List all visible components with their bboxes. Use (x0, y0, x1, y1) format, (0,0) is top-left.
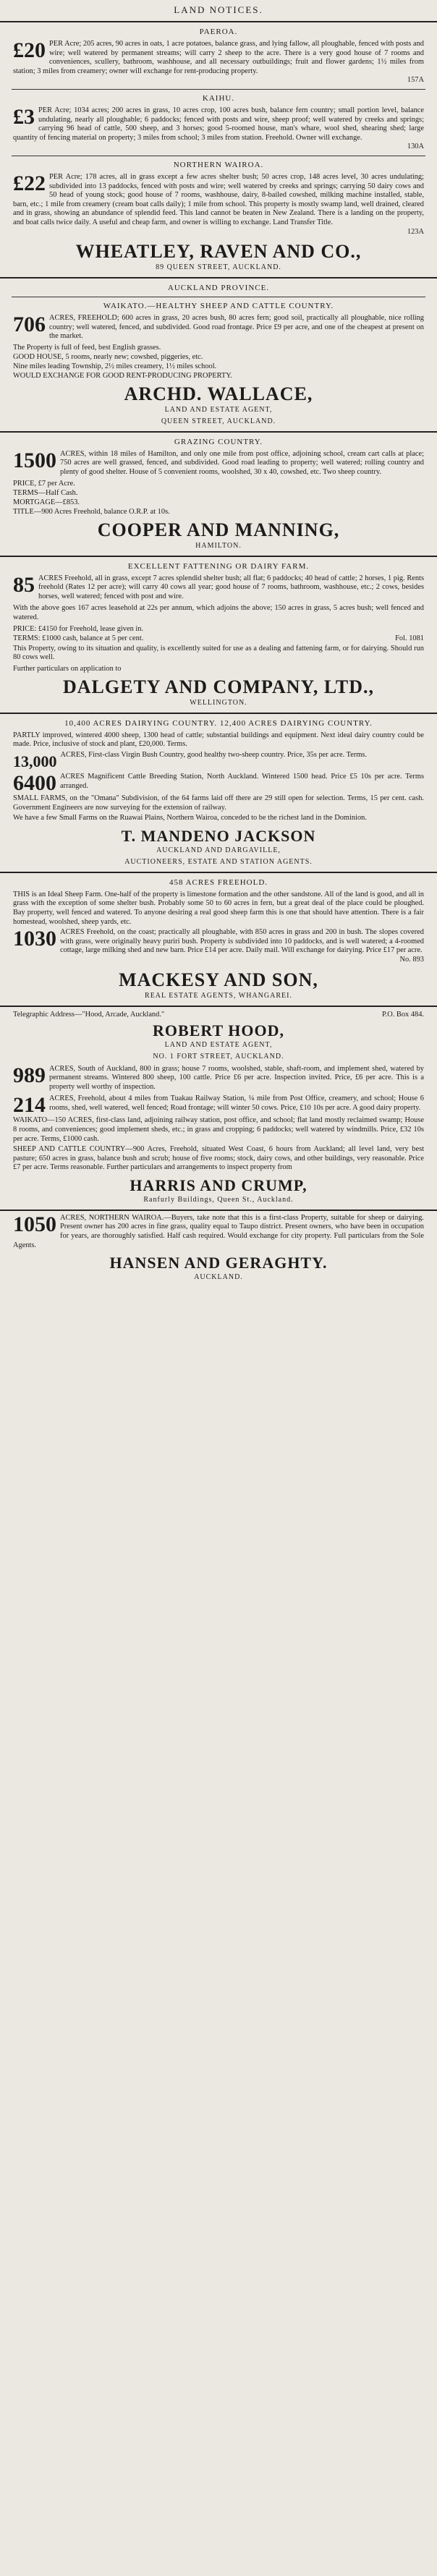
folio-number: Fol. 1081 (395, 634, 424, 642)
agent-role: REAL ESTATE AGENTS, WHANGAREI. (145, 991, 292, 1000)
acreage-figure: 1500 (13, 448, 56, 472)
divider (0, 277, 437, 279)
listing-text: ACRES, First-class Virgin Bush Country, good healthy two-sheep country. Price, 35s per acre. Terms. (60, 751, 368, 759)
acreage-figure: 1030 (13, 927, 56, 951)
section-heading: GRAZING COUNTRY. (174, 437, 263, 446)
agent-name: HARRIS AND CRUMP, (130, 1176, 307, 1194)
divider (0, 872, 437, 873)
agent-address: QUEEN STREET, AUCKLAND. (161, 417, 276, 425)
section-heading: 10,400 ACRES DAIRYING COUNTRY. 12,400 ACRES DAIRYING COUNTRY. (64, 718, 373, 728)
listing-text: This Property, owing to its situation and quality, is excellently suited for use as a dealing and fattening farm, or for dairying. Should run 80 cows well. (13, 644, 424, 662)
agent-address: WELLINGTON. (190, 698, 247, 707)
divider (0, 1006, 437, 1007)
agent-name: WHEATLEY, RAVEN AND CO., (75, 241, 362, 263)
agent-role: AUCTIONEERS, ESTATE AND STATION AGENTS. (124, 857, 313, 866)
place-heading: NORTHERN WAIROA. (173, 160, 264, 169)
listing-northern-wairoa (0, 158, 437, 238)
divider (0, 21, 437, 22)
acreage-figure: 706 (13, 313, 46, 337)
listing-kaihu (0, 92, 437, 153)
section-heading: EXCELLENT FATTENING OR DAIRY FARM. (127, 561, 310, 571)
agent-name: HANSEN AND GERAGHTY. (109, 1254, 328, 1272)
listing-line: PRICE: £4150 for Freehold, lease given in. (13, 624, 144, 633)
divider (0, 431, 437, 433)
place-heading: PAEROA. (199, 27, 238, 36)
agent-name: ARCHD. WALLACE, (124, 383, 313, 404)
agent-role: LAND AND ESTATE AGENT, (164, 405, 273, 414)
listing-text: PER Acre; 1034 acres; 200 acres in grass, 10 acres crop, 100 acres bush, balance fern country; small portion level, balance undulating, nearly all ploughable; 6 paddocks; fenced with posts and wire, sheep proof; well watered by creeks and springs; carrying 96 head of cattle, 500 sheep, and 3 horses; good 5-roomed house, man's whare, wool shed, shearing shed; large quantity of fencing material on property; 3 miles from school; 3 miles from station. Freehold. Owner will exchange. (13, 106, 424, 142)
agent-address: 89 QUEEN STREET, AUCKLAND. (156, 263, 281, 272)
listing-text: SMALL FARMS, on the "Omana" Subdivision, of the 64 farms laid off there are 29 still open for selection. Terms, 15 per cent. cash. Government Engineers are now surveying for the extension of railway. (13, 794, 424, 812)
agent-name: MACKESY AND SON, (119, 969, 318, 990)
agent-address: Ranfurly Buildings, Queen St., Auckland. (143, 1195, 294, 1204)
ref-number: 130A (407, 143, 424, 151)
listing-dairying-country (0, 717, 437, 823)
listing-text: PER Acre; 178 acres, all in grass except a few acres shelter bush; 50 acres crop, 148 acres level, 30 acres undulating; subdivided into 13 paddocks, fenced with posts and wire; well watered by creeks and springs; carrying 50 dairy cows and 50 head of young stock; good house of 7 rooms, washhouse, dairy, 8-bailed cowshed, milking machine installed, stable, barn, etc.; 1 mile from creamery (cream boat calls daily); 1 mile from school. This property is mostly swamp land, well drained, cleared and in grass, showing an abundance of splendid feed. This land cannot be beaten in New Zealand. There is a landing on the property, and boat calls twice daily. A useful and cheap farm, and owner is willing to exchange. Land Transfer Title. (13, 172, 424, 226)
listing-fattening-farm (0, 560, 437, 673)
listing-text: ACRES Freehold, on the coast; practically all ploughable, with 850 acres in grass and 200 in bush. The slopes covered with grass, were originally heavy puriri bush. Property is subdivided into 10 paddocks, and is well watered; a 4-roomed cottage, large milking shed and new barn. Price £14 per acre. Daily mail. Will exchange for dairying. Price £17 per acre. (60, 928, 424, 955)
listing-line: Nine miles leading Township, 2½ miles creamery, 1½ miles school. (13, 362, 217, 370)
price-figure: £3 (13, 104, 35, 129)
listing-line: TITLE—900 Acres Freehold, balance O.R.P. at 10s. (13, 507, 170, 516)
listing-line: TERMS—Half Cash. (13, 488, 78, 497)
listing-line: TERMS: £1000 cash, balance at 5 per cent. (13, 634, 144, 642)
acreage-figure: 6400 (13, 771, 56, 795)
agent-name: ROBERT HOOD, (153, 1021, 284, 1040)
acreage-figure: 85 (13, 572, 35, 597)
listing-text: WAIKATO—150 ACRES, first-class land, adjoining railway station, post office, and school; flat land mostly reclaimed swamp; House 8 rooms, and conveniences; good implement sheds, etc.; in grass and cropping; 6 paddocks; well watered by windmills. Price, £32 10s per acre. Terms, £1000 cash. (13, 1116, 424, 1143)
divider (0, 713, 437, 714)
listing-auckland-province (0, 281, 437, 381)
listing-text: With the above goes 167 acres leasehold at 22s per annum, which adjoins the above; 150 acres in grass, 5 acres bush; well fenced and watered. (13, 604, 424, 622)
ref-number: 123A (407, 227, 424, 236)
section-subheading: WAIKATO.—HEALTHY SHEEP AND CATTLE COUNTRY. (103, 302, 334, 311)
listing-text: We have a few Small Farms on the Ruawai Plains, Northern Wairoa, conceded to be the richest land in the Dominion. (13, 814, 367, 822)
listing-paeroa (0, 25, 437, 87)
ref-number: No. 893 (399, 955, 424, 964)
agent-name: T. MANDENO JACKSON (121, 826, 316, 845)
section-heading: AUCKLAND PROVINCE. (167, 284, 270, 293)
acreage-figure: 1050 (13, 1212, 56, 1236)
listing-line: WOULD EXCHANGE FOR GOOD RENT-PRODUCING PROPERTY. (13, 371, 233, 380)
listing-text: ACRES, within 18 miles of Hamilton, and only one mile from post office, adjoining school, cream cart calls at place; 750 acres are well grassed, fenced, and subdivided. Good road leading to property; well watered; rolling country and plenty of good shelter. House of 5 convenient rooms, woolshed, 30 x 40, cowshed, etc. Two sheep country. (60, 449, 424, 477)
agent-name: COOPER AND MANNING, (97, 519, 340, 540)
agent-address: HAMILTON. (195, 541, 242, 550)
po-box: P.O. Box 484. (381, 1010, 424, 1019)
listing-text: ACRES Magnificent Cattle Breeding Station, North Auckland. Wintered 1500 head. Price £5 10s per acre. Terms arranged. (60, 773, 424, 790)
listing-text: ACRES Freehold, all in grass, except 7 acres splendid shelter bush; all flat; 6 paddocks; 40 head of cattle; 2 horses, 1 pig. Rents freehold (Rates 12 per acre); will carry 40 cows all year; good house of 7 rooms, bathroom, washhouse, etc.; 2 cows, besides horses, well watered; fenced with post and wire. (38, 574, 424, 600)
ref-number: 157A (407, 76, 424, 85)
listing-line: PRICE, £7 per Acre. (13, 479, 75, 488)
listing-robert-hood (0, 1010, 437, 1173)
section-heading: 458 ACRES FREEHOLD. (169, 877, 268, 887)
agent-address: AUCKLAND AND DARGAVILLE, (156, 846, 281, 854)
acreage-figure: 214 (13, 1093, 46, 1118)
divider (12, 89, 425, 90)
listing-northern-wairoa-1050 (0, 1214, 437, 1251)
acreage-figure: 989 (13, 1063, 46, 1087)
listing-line: GOOD HOUSE, 5 rooms, nearly new; cowshed, piggeries, etc. (13, 352, 203, 361)
listing-line: The Property is full of feed, best English grasses. (13, 343, 161, 352)
listing-text: PARTLY improved, wintered 4000 sheep, 1300 head of cattle; substantial buildings and equipment. Next ideal dairy country could be made. Price, inclusive of stock and plant, £20,000. Terms. (13, 731, 424, 749)
listing-text: ACRES, Freehold, about 4 miles from Tuakau Railway Station, ¼ mile from Post Office, creamery, and school; House 6 rooms, shed, well watered, well fenced; Road frontage; will winter 50 cows. Price, £10 10s per acre. A good dairy property. (49, 1094, 424, 1112)
listing-line: MORTGAGE—£853. (13, 498, 80, 506)
listing-text: PER Acre; 205 acres, 90 acres in oats, 1 acre potatoes, balance grass, and lying fallow, all ploughable, fenced with posts and wire; well watered by permanent streams; will carry 2 sheep to the acre. There is a very good house of 7 rooms and conveniences, scullery, bathroom, washhouse, and all necessary outbuildings; fruit and flower gardens; 1½ miles from station; 3 miles from creamery; owner will exchange for rent-producing property. (13, 40, 424, 75)
listing-text: ACRES, NORTHERN WAIROA.—Buyers, take note that this is a first-class Property, suitable for sheep or dairying. Present owner has 200 acres in fine grass, quality equal to Taupo district. Present owners, who have been in occupation for years, are thoroughly satisfied. Half cash required. Would exchange for city property. Full particulars from the Sole Agents. (13, 1213, 424, 1249)
price-figure: £20 (13, 38, 46, 62)
agent-role: LAND AND ESTATE AGENT, (164, 1040, 273, 1049)
listing-text: SHEEP AND CATTLE COUNTRY—900 Acres, Freehold, situated West Coast, 6 hours from Auckland; all level land, very best pasture; 650 acres in grass, balance bush and scrub; house of five rooms; stock, dairy cows, and other buildings, very reasonable. Price £7 per acre. Terms reasonable. Further particulars and arrangements to inspect property from (13, 1145, 424, 1172)
listing-text: THIS is an Ideal Sheep Farm. One-half of the property is limestone formation and the other sandstone. All of the land is good, and all in grass with the exception of some shelter bush. Probably some 50 to 60 acres in fern, but a great deal of the place could be ploughed. Bay property, well fenced and watered. To anyone desiring a real good sheep farm this is one that should have attention. There is a fair homestead, woolshed, sheep yards, etc. (13, 890, 424, 926)
agent-address: NO. 1 FORT STREET, AUCKLAND. (153, 1052, 284, 1060)
divider (0, 1210, 437, 1211)
listing-458-acres (0, 876, 437, 966)
listing-line: Further particulars on application to (13, 664, 122, 673)
agent-address: AUCKLAND. (194, 1273, 243, 1282)
acreage-figure: 13,000 (13, 752, 57, 770)
telegraphic-address: Telegraphic Address—"Hood, Arcade, Auckland." (13, 1010, 165, 1019)
divider (0, 556, 437, 557)
place-heading: KAIHU. (202, 93, 235, 103)
price-figure: £22 (13, 171, 46, 195)
column-heading: LAND NOTICES. (174, 4, 263, 15)
listing-grazing-country (0, 435, 437, 517)
agent-name: DALGETY AND COMPANY, LTD., (62, 676, 374, 697)
listing-text: ACRES, South of Auckland, 800 in grass; house 7 rooms, woolshed, stable, shaft-room, and implement shed, watered by permanent streams. Wintered 800 sheep, 100 cattle. Price £6 per acre. Inspection invited. Price, £6 per acre. This is a property well worthy of inspection. (49, 1064, 424, 1091)
listing-text: ACRES, FREEHOLD; 600 acres in grass, 20 acres bush, 80 acres fern; good soil, practically all ploughable, nice rolling country; well watered, fenced, and subdivided. Good road frontage. Price £9 per acre, and one of the cheapest at present on the market. (49, 314, 424, 341)
